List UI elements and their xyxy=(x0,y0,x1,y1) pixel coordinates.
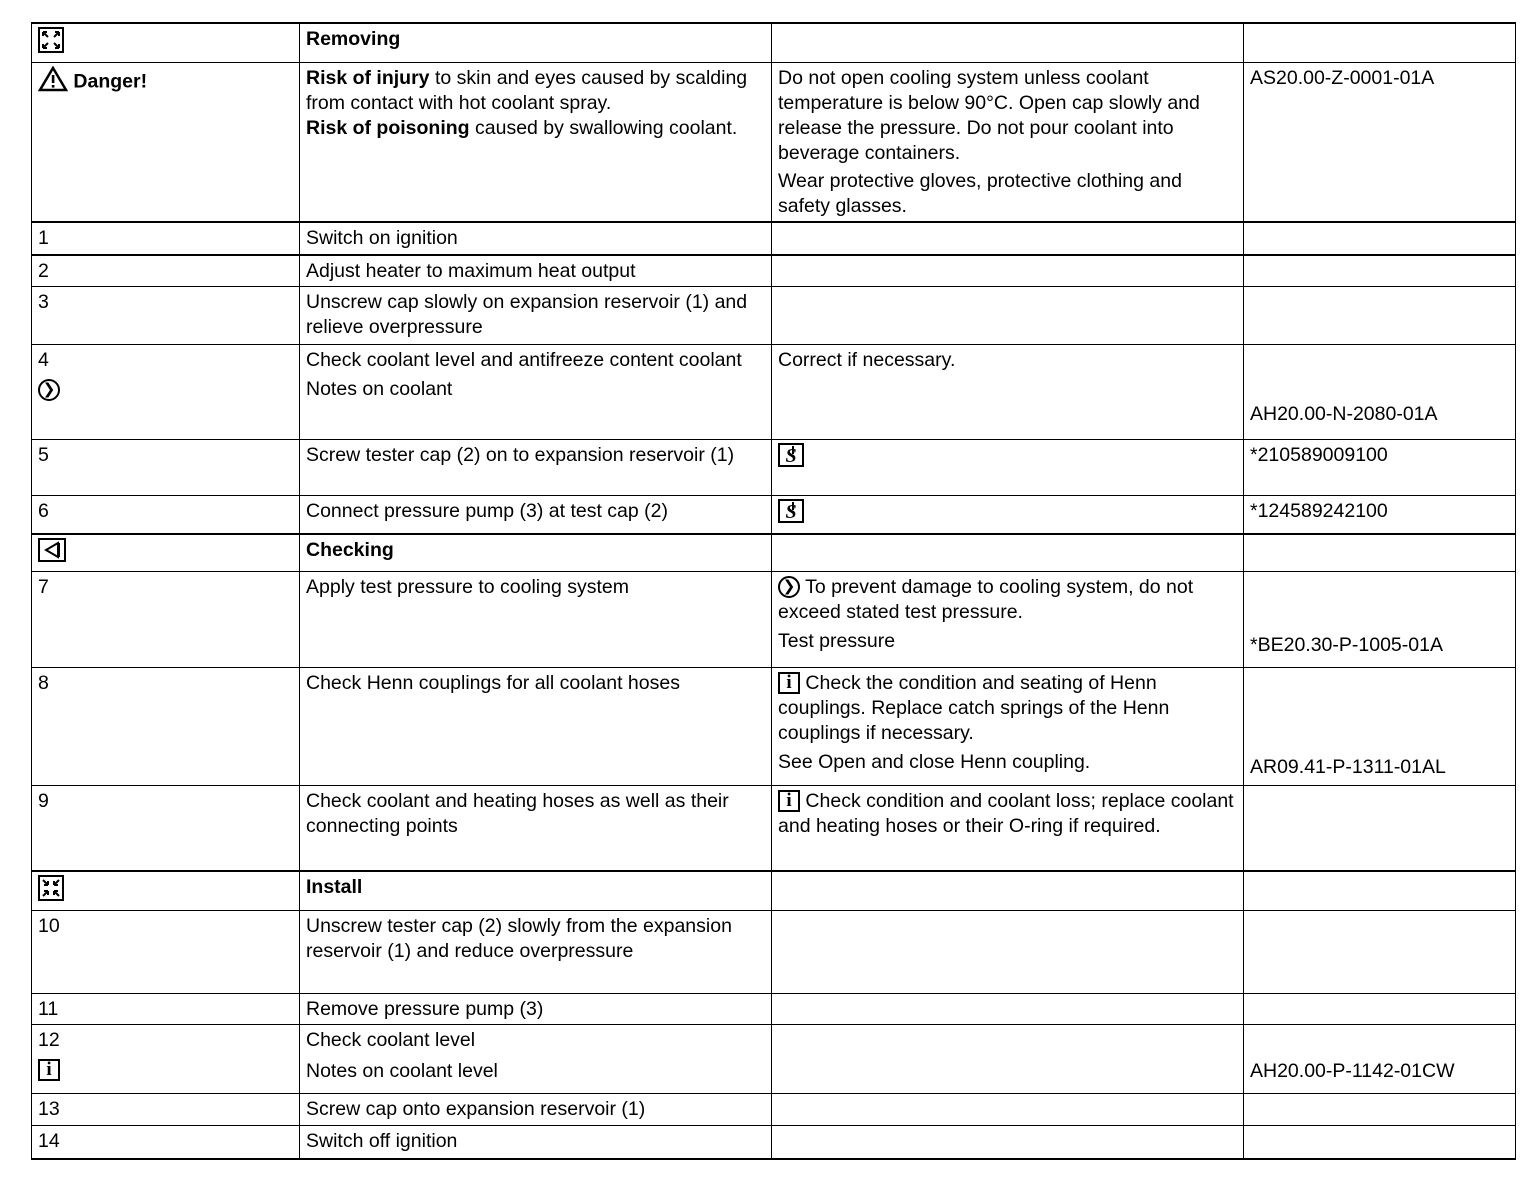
note-cell xyxy=(772,871,1244,911)
action-text: Check Henn couplings for all coolant hoses xyxy=(300,667,772,785)
action-cell xyxy=(300,345,772,440)
step-number: 4 xyxy=(38,349,49,371)
step-number: 9 xyxy=(32,785,300,871)
note-cell xyxy=(772,785,1244,871)
step-cell xyxy=(32,345,300,440)
step-number: 12 xyxy=(38,1029,60,1051)
ref-cell xyxy=(1244,287,1516,345)
table-row xyxy=(32,571,1516,667)
table-row xyxy=(32,1094,1516,1126)
ref-cell xyxy=(1244,571,1516,667)
ref-cell: AS20.00-Z-0001-01A xyxy=(1244,63,1516,223)
check-icon xyxy=(38,538,66,569)
note-text: Do not open cooling system unless coolant temperature is below 90°C. Open cap slowly and release the pressure. Do not pour coolant into beverage containers. xyxy=(778,67,1200,164)
special-tool-icon xyxy=(778,499,804,530)
step-number: 1 xyxy=(32,222,300,255)
ref-cell xyxy=(1244,785,1516,871)
action-cell xyxy=(300,63,772,223)
note-cell xyxy=(772,911,1244,994)
risk-poisoning-label: Risk of poisoning xyxy=(306,117,470,139)
note-cell xyxy=(772,23,1244,63)
ref-cell xyxy=(1244,871,1516,911)
action-text: Unscrew tester cap (2) slowly from the expansion reservoir (1) and reduce overpressure xyxy=(300,911,772,994)
ref-text: *BE20.30-P-1005-01A xyxy=(1250,633,1443,656)
table-row xyxy=(32,440,1516,496)
note-cell xyxy=(772,496,1244,534)
info-icon: i xyxy=(778,672,800,694)
ref-cell xyxy=(1244,534,1516,572)
table-row xyxy=(32,534,1516,572)
table-row xyxy=(32,255,1516,287)
table-row xyxy=(32,1126,1516,1159)
ref-cell xyxy=(1244,994,1516,1025)
procedure-table xyxy=(31,22,1516,1160)
note-cell xyxy=(772,534,1244,572)
action-text: Screw cap onto expansion reservoir (1) xyxy=(300,1094,772,1126)
ref-cell xyxy=(1244,23,1516,63)
table-row xyxy=(32,23,1516,63)
section-title: Checking xyxy=(300,534,772,572)
install-icon xyxy=(38,875,64,908)
table-row xyxy=(32,345,1516,440)
table-row xyxy=(32,222,1516,255)
caution-circle-icon: ❯ xyxy=(778,576,800,598)
ref-cell xyxy=(1244,1094,1516,1126)
action-text: Screw tester cap (2) on to expansion reservoir (1) xyxy=(300,440,772,496)
table-row xyxy=(32,785,1516,871)
action-text: Check coolant and heating hoses as well as their connecting points xyxy=(300,785,772,871)
table-row xyxy=(32,287,1516,345)
note-cell xyxy=(772,1126,1244,1159)
note-cell xyxy=(772,440,1244,496)
step-number: 14 xyxy=(32,1126,300,1159)
ref-text: AR09.41-P-1311-01AL xyxy=(1250,755,1446,778)
note-text: See Open and close Henn coupling. xyxy=(778,750,1091,773)
action-text: Unscrew cap slowly on expansion reservoir (1) and relieve overpressure xyxy=(300,287,772,345)
note-cell xyxy=(772,222,1244,255)
ref-text: AH20.00-P-1142-01CW xyxy=(1250,1060,1455,1082)
table-row xyxy=(32,667,1516,785)
step-number: 5 xyxy=(32,440,300,496)
step-cell xyxy=(32,23,300,63)
special-tool-icon xyxy=(778,443,804,474)
section-title: Removing xyxy=(300,23,772,63)
note-text: Test pressure xyxy=(778,629,896,652)
action-text: Notes on coolant level xyxy=(306,1060,498,1082)
note-text: Check the condition and seating of Henn couplings. Replace catch springs of the Henn couplings if necessary. xyxy=(778,671,1170,744)
svg-text:S: S xyxy=(785,445,797,467)
ref-cell: *124589242100 xyxy=(1244,496,1516,534)
action-text: Check coolant level and antifreeze content coolant xyxy=(306,349,742,371)
note-cell xyxy=(772,255,1244,287)
ref-cell xyxy=(1244,222,1516,255)
warning-triangle-icon xyxy=(38,66,68,99)
caution-circle-icon: ❯ xyxy=(38,379,60,401)
step-number: 11 xyxy=(32,994,300,1025)
step-number: 2 xyxy=(32,255,300,287)
step-cell xyxy=(32,534,300,572)
ref-text: AH20.00-N-2080-01A xyxy=(1250,403,1438,425)
step-number: 13 xyxy=(32,1094,300,1126)
note-cell xyxy=(772,63,1244,223)
step-number: 7 xyxy=(32,571,300,667)
step-number: 10 xyxy=(32,911,300,994)
table-row xyxy=(32,911,1516,994)
step-cell xyxy=(32,871,300,911)
action-text: Switch off ignition xyxy=(300,1126,772,1159)
note-text: Correct if necessary. xyxy=(772,345,1244,440)
table-row xyxy=(32,496,1516,534)
ref-cell: *210589009100 xyxy=(1244,440,1516,496)
action-text: Connect pressure pump (3) at test cap (2) xyxy=(300,496,772,534)
section-title: Install xyxy=(300,871,772,911)
table-row xyxy=(32,994,1516,1025)
action-text: Switch on ignition xyxy=(300,222,772,255)
info-icon: i xyxy=(778,790,800,812)
note-cell xyxy=(772,994,1244,1025)
ref-cell xyxy=(1244,345,1516,440)
remove-icon xyxy=(38,27,64,60)
ref-cell xyxy=(1244,1126,1516,1159)
note-text: Wear protective gloves, protective clothing and safety glasses. xyxy=(778,170,1182,217)
risk-injury-text: to skin and eyes caused by scalding from contact with hot coolant spray. xyxy=(306,67,748,114)
note-cell xyxy=(772,571,1244,667)
svg-text:S: S xyxy=(785,501,797,523)
ref-cell xyxy=(1244,667,1516,785)
action-text: Apply test pressure to cooling system xyxy=(300,571,772,667)
table-row xyxy=(32,63,1516,223)
action-text: Notes on coolant xyxy=(306,378,453,400)
risk-poisoning-text: caused by swallowing coolant. xyxy=(469,117,738,139)
step-cell xyxy=(32,63,300,223)
ref-cell xyxy=(1244,1025,1516,1094)
note-text: Check condition and coolant loss; replace coolant and heating hoses or their O-ring if required. xyxy=(778,789,1234,837)
info-icon: i xyxy=(38,1059,60,1081)
ref-cell xyxy=(1244,255,1516,287)
note-cell xyxy=(772,667,1244,785)
ref-cell xyxy=(1244,911,1516,994)
action-cell xyxy=(300,1025,772,1094)
danger-label: Danger! xyxy=(73,70,148,93)
step-cell xyxy=(32,1025,300,1094)
step-number: 3 xyxy=(32,287,300,345)
table-row xyxy=(32,871,1516,911)
table-row xyxy=(32,1025,1516,1094)
action-text: Adjust heater to maximum heat output xyxy=(300,255,772,287)
note-cell xyxy=(772,1094,1244,1126)
risk-injury-label: Risk of injury xyxy=(306,67,430,89)
note-text: To prevent damage to cooling system, do not exceed stated test pressure. xyxy=(778,575,1194,623)
step-number: 8 xyxy=(32,667,300,785)
action-text: Remove pressure pump (3) xyxy=(300,994,772,1025)
note-cell xyxy=(772,287,1244,345)
step-number: 6 xyxy=(32,496,300,534)
action-text: Check coolant level xyxy=(306,1029,476,1051)
note-cell xyxy=(772,1025,1244,1094)
